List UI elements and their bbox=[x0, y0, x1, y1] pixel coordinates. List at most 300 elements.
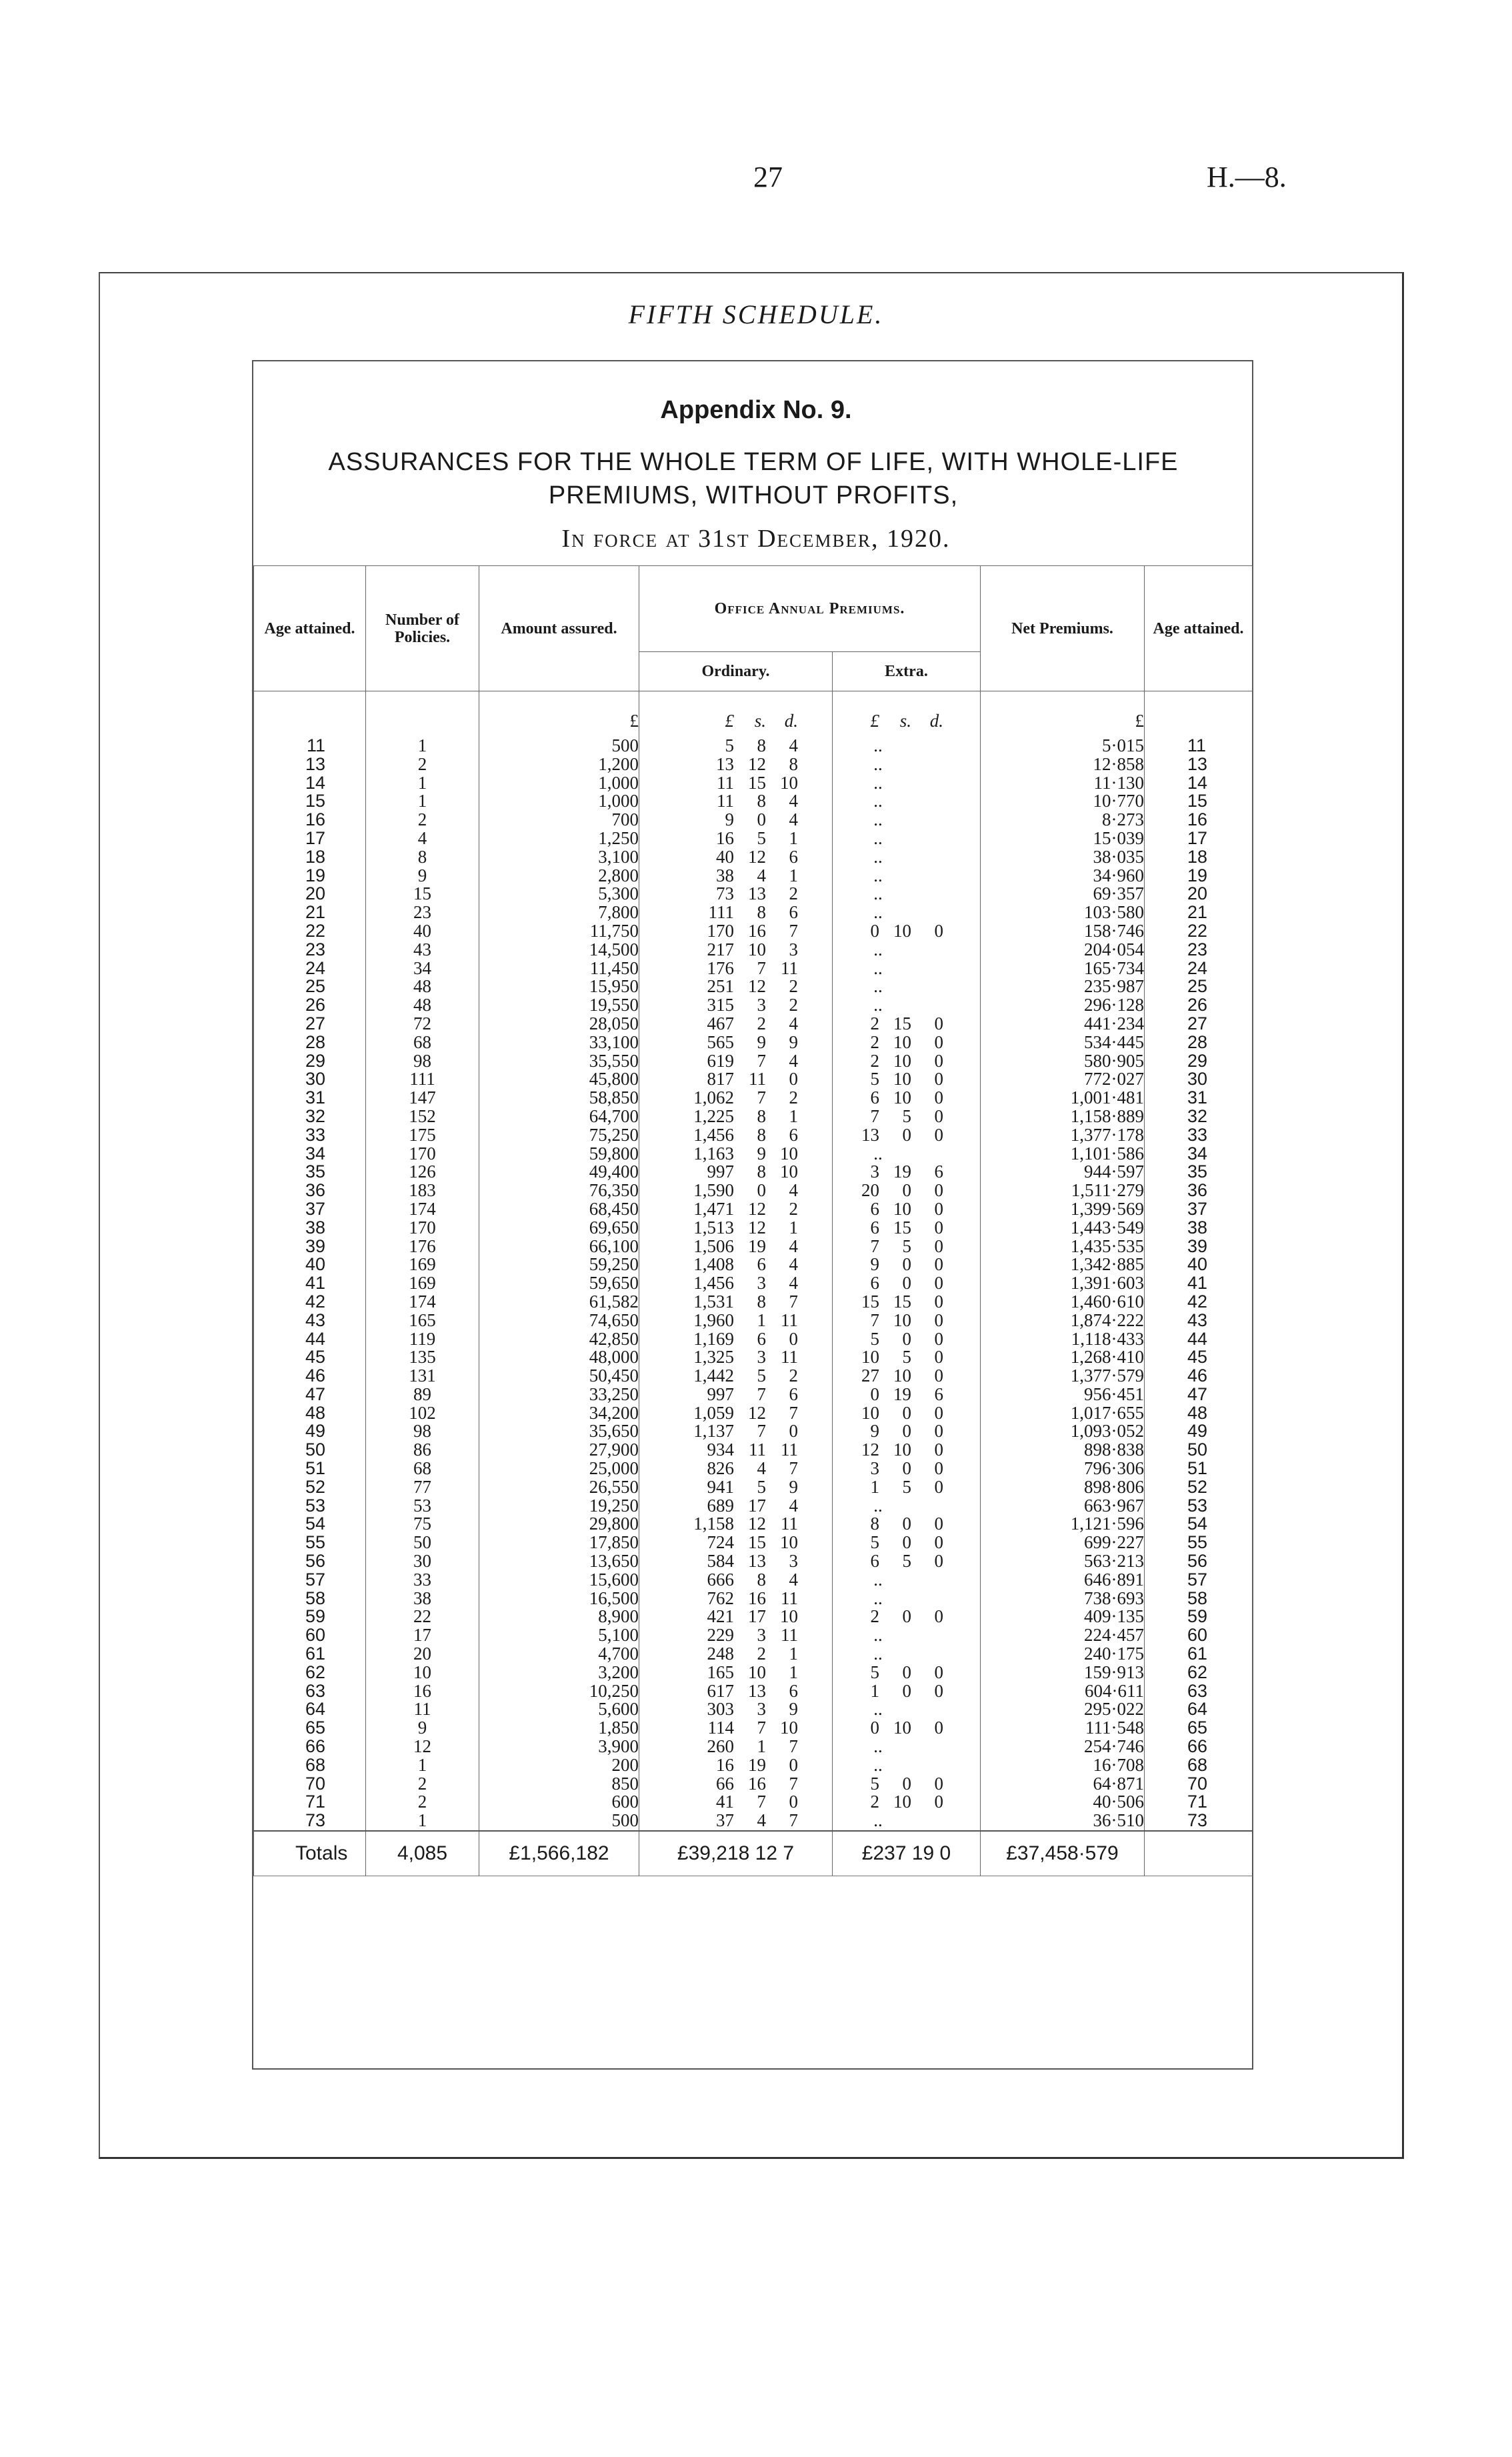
ordinary-pence: 0 bbox=[789, 1793, 798, 1812]
extra-premium-cell bbox=[833, 1386, 981, 1404]
age-cell: 38 bbox=[254, 1219, 366, 1238]
policies-cell: 183 bbox=[366, 1181, 479, 1200]
amount-cell: 17,850 bbox=[479, 1534, 639, 1552]
table-row bbox=[254, 848, 1253, 867]
in-force-date: In force at 31st December, 1920. bbox=[561, 525, 951, 553]
extra-premium-cell bbox=[833, 1719, 981, 1738]
blank-marker: .. bbox=[873, 811, 883, 829]
ordinary-pence: 7 bbox=[789, 1292, 798, 1312]
extra-pence: 0 bbox=[934, 1663, 943, 1682]
net-premium-cell: 16·708 bbox=[981, 1756, 1145, 1775]
age-cell: 44 bbox=[254, 1330, 366, 1349]
ordinary-premium-cell bbox=[639, 737, 833, 755]
extra-premium-cell bbox=[833, 1293, 981, 1312]
ordinary-shillings: 7 bbox=[757, 1793, 766, 1812]
age-cell-right: 40 bbox=[1145, 1256, 1253, 1274]
header-office-annual-premiums: Office Annual Premiums. bbox=[639, 566, 981, 652]
extra-pounds: 20 bbox=[861, 1181, 879, 1200]
unit-extra-shillings: s. bbox=[899, 711, 911, 731]
ordinary-pounds: 421 bbox=[707, 1608, 734, 1627]
extra-premium-cell bbox=[833, 1626, 981, 1645]
extra-premium-cell bbox=[833, 1645, 981, 1664]
ordinary-premium-cell bbox=[639, 1515, 833, 1534]
ordinary-pounds: 111 bbox=[708, 903, 734, 922]
age-cell-right: 37 bbox=[1145, 1200, 1253, 1219]
extra-pence: 0 bbox=[934, 1478, 943, 1497]
ordinary-shillings: 7 bbox=[757, 1385, 766, 1404]
header-extra: Extra. bbox=[833, 652, 981, 691]
ordinary-pence: 11 bbox=[781, 1348, 798, 1368]
ordinary-pence: 4 bbox=[789, 1256, 798, 1275]
amount-cell: 7,800 bbox=[479, 903, 639, 922]
ordinary-pence: 10 bbox=[780, 1163, 798, 1182]
ordinary-shillings: 7 bbox=[757, 959, 766, 978]
table-row bbox=[254, 1700, 1253, 1719]
ordinary-pence: 4 bbox=[789, 1570, 798, 1590]
ordinary-pence: 4 bbox=[789, 1496, 798, 1516]
amount-cell: 500 bbox=[479, 1812, 639, 1831]
ordinary-pounds: 11 bbox=[717, 792, 734, 811]
age-cell-right: 14 bbox=[1145, 774, 1253, 793]
ordinary-pence: 1 bbox=[789, 1107, 798, 1126]
ordinary-pounds: 1,506 bbox=[693, 1237, 734, 1256]
amount-cell: 27,900 bbox=[479, 1441, 639, 1460]
ordinary-premium-cell bbox=[639, 1608, 833, 1626]
ordinary-shillings: 16 bbox=[748, 1589, 766, 1608]
totals-extra: £237 19 0 bbox=[833, 1831, 981, 1876]
extra-premium-cell bbox=[833, 811, 981, 829]
table-row bbox=[254, 1274, 1253, 1293]
ordinary-shillings: 9 bbox=[757, 1144, 766, 1163]
ordinary-shillings: 8 bbox=[757, 1163, 766, 1182]
age-cell-right: 27 bbox=[1145, 1015, 1253, 1033]
net-premium-cell: 296·128 bbox=[981, 996, 1145, 1015]
extra-premium-cell bbox=[833, 996, 981, 1015]
age-cell: 45 bbox=[254, 1348, 366, 1367]
table-row bbox=[254, 1293, 1253, 1312]
ordinary-pounds: 997 bbox=[707, 1385, 734, 1404]
extra-pence: 0 bbox=[934, 1237, 943, 1256]
net-premium-cell: 204·054 bbox=[981, 941, 1145, 959]
ordinary-pounds: 13 bbox=[716, 755, 734, 774]
extra-pence: 0 bbox=[934, 1348, 943, 1368]
table-row bbox=[254, 1052, 1253, 1071]
ordinary-premium-cell bbox=[639, 1145, 833, 1163]
age-cell: 46 bbox=[254, 1367, 366, 1386]
ordinary-shillings: 3 bbox=[757, 1348, 766, 1368]
ordinary-premium-cell bbox=[639, 1478, 833, 1497]
ordinary-pounds: 1,456 bbox=[693, 1274, 734, 1293]
ordinary-pounds: 1,456 bbox=[693, 1125, 734, 1145]
ordinary-pounds: 619 bbox=[707, 1051, 734, 1071]
age-cell: 25 bbox=[254, 977, 366, 996]
ordinary-pence: 10 bbox=[780, 773, 798, 793]
ordinary-shillings: 1 bbox=[757, 1738, 766, 1756]
ordinary-pounds: 467 bbox=[707, 1014, 734, 1033]
amount-cell: 64,700 bbox=[479, 1107, 639, 1126]
age-cell: 48 bbox=[254, 1404, 366, 1423]
ordinary-shillings: 16 bbox=[748, 1774, 766, 1794]
totals-net: £37,458·579 bbox=[981, 1831, 1145, 1876]
table-row bbox=[254, 1793, 1253, 1812]
net-premium-cell: 235·987 bbox=[981, 977, 1145, 996]
amount-cell: 19,250 bbox=[479, 1497, 639, 1516]
ordinary-shillings: 0 bbox=[757, 1181, 766, 1200]
extra-premium-cell bbox=[833, 1367, 981, 1386]
extra-pounds: 9 bbox=[870, 1422, 879, 1442]
table-row bbox=[254, 1626, 1253, 1645]
amount-cell: 45,800 bbox=[479, 1070, 639, 1089]
extra-pounds: 6 bbox=[870, 1552, 879, 1571]
extra-shillings: 10 bbox=[893, 1089, 911, 1107]
age-cell: 60 bbox=[254, 1626, 366, 1645]
ordinary-pounds: 176 bbox=[707, 959, 734, 978]
ordinary-pence: 1 bbox=[789, 1663, 798, 1682]
extra-pence: 0 bbox=[934, 1515, 943, 1534]
amount-cell: 1,200 bbox=[479, 755, 639, 774]
table-row bbox=[254, 1422, 1253, 1441]
net-premium-cell: 254·746 bbox=[981, 1738, 1145, 1756]
ordinary-pounds: 9 bbox=[725, 811, 734, 829]
age-cell: 32 bbox=[254, 1107, 366, 1126]
extra-pence: 0 bbox=[934, 1181, 943, 1200]
extra-pence: 0 bbox=[934, 1682, 943, 1701]
net-premium-cell: 15·039 bbox=[981, 829, 1145, 848]
amount-cell: 66,100 bbox=[479, 1238, 639, 1256]
policies-cell: 98 bbox=[366, 1422, 479, 1441]
net-premium-cell: 12·858 bbox=[981, 755, 1145, 774]
extra-pence: 0 bbox=[934, 1125, 943, 1145]
age-cell: 26 bbox=[254, 996, 366, 1015]
ordinary-shillings: 5 bbox=[757, 1367, 766, 1386]
totals-amount: £1,566,182 bbox=[479, 1831, 639, 1876]
age-cell: 55 bbox=[254, 1534, 366, 1552]
amount-cell: 42,850 bbox=[479, 1330, 639, 1349]
extra-pence: 0 bbox=[934, 1256, 943, 1275]
schedule-title: FIFTH SCHEDULE. bbox=[628, 299, 884, 329]
extra-pounds: 5 bbox=[870, 1534, 879, 1553]
policies-cell: 4 bbox=[366, 829, 479, 848]
extra-pence: 0 bbox=[934, 1422, 943, 1442]
ordinary-pounds: 303 bbox=[707, 1700, 734, 1720]
table-row bbox=[254, 1386, 1253, 1404]
ordinary-pence: 2 bbox=[789, 1367, 798, 1386]
ordinary-pence: 9 bbox=[789, 1478, 798, 1497]
net-premium-cell: 956·451 bbox=[981, 1386, 1145, 1404]
unit-pounds: £ bbox=[725, 711, 734, 731]
ordinary-pence: 6 bbox=[789, 1385, 798, 1404]
blank-marker: .. bbox=[873, 1756, 883, 1775]
age-cell-right: 39 bbox=[1145, 1238, 1253, 1256]
ordinary-pounds: 565 bbox=[707, 1033, 734, 1052]
ordinary-pounds: 41 bbox=[716, 1793, 734, 1812]
table-body bbox=[254, 691, 1253, 1832]
ordinary-pence: 3 bbox=[789, 940, 798, 959]
policies-cell: 53 bbox=[366, 1497, 479, 1516]
ordinary-pence: 2 bbox=[789, 1199, 798, 1219]
ordinary-premium-cell bbox=[639, 1775, 833, 1794]
table-row bbox=[254, 1107, 1253, 1126]
age-cell-right: 63 bbox=[1145, 1682, 1253, 1701]
ordinary-shillings: 8 bbox=[757, 792, 766, 811]
age-cell: 13 bbox=[254, 755, 366, 774]
ordinary-shillings: 8 bbox=[757, 737, 766, 755]
policies-cell: 9 bbox=[366, 867, 479, 885]
extra-shillings: 10 bbox=[893, 1311, 911, 1330]
amount-cell: 74,650 bbox=[479, 1312, 639, 1330]
net-premium-cell: 1,342·885 bbox=[981, 1256, 1145, 1274]
policies-cell: 2 bbox=[366, 811, 479, 829]
policies-cell: 10 bbox=[366, 1664, 479, 1682]
amount-cell: 75,250 bbox=[479, 1126, 639, 1145]
unit-extra-pence: d. bbox=[929, 711, 943, 731]
net-premium-cell: 898·806 bbox=[981, 1478, 1145, 1497]
age-cell: 68 bbox=[254, 1756, 366, 1775]
ordinary-premium-cell bbox=[639, 1571, 833, 1590]
ordinary-premium-cell bbox=[639, 1422, 833, 1441]
ordinary-pounds: 66 bbox=[716, 1774, 734, 1794]
table-row bbox=[254, 1738, 1253, 1756]
extra-premium-cell bbox=[833, 1812, 981, 1831]
age-cell: 20 bbox=[254, 885, 366, 903]
ordinary-shillings: 3 bbox=[757, 1274, 766, 1293]
extra-shillings: 19 bbox=[893, 1385, 911, 1404]
amount-cell: 8,900 bbox=[479, 1608, 639, 1626]
age-cell: 16 bbox=[254, 811, 366, 829]
blank-marker: .. bbox=[873, 1645, 883, 1664]
policies-cell: 72 bbox=[366, 1015, 479, 1033]
ordinary-premium-cell bbox=[639, 848, 833, 867]
age-cell: 31 bbox=[254, 1089, 366, 1107]
ordinary-premium-cell bbox=[639, 811, 833, 829]
age-cell: 53 bbox=[254, 1497, 366, 1516]
ordinary-pounds: 5 bbox=[725, 737, 734, 755]
age-cell: 17 bbox=[254, 829, 366, 848]
age-cell-right: 46 bbox=[1145, 1367, 1253, 1386]
net-premium-cell: 69·357 bbox=[981, 885, 1145, 903]
age-cell-right: 66 bbox=[1145, 1738, 1253, 1756]
extra-pence: 0 bbox=[934, 1330, 943, 1349]
amount-cell: 500 bbox=[479, 737, 639, 755]
table-row bbox=[254, 1590, 1253, 1608]
ordinary-pence: 8 bbox=[789, 755, 798, 774]
age-cell: 62 bbox=[254, 1664, 366, 1682]
table-title-line-1: ASSURANCES FOR THE WHOLE TERM OF LIFE, WITH WHOLE-LIFE bbox=[328, 448, 1179, 476]
policies-cell: 165 bbox=[366, 1312, 479, 1330]
ordinary-premium-cell bbox=[639, 1719, 833, 1738]
extra-shillings: 15 bbox=[893, 1014, 911, 1033]
blank-marker: .. bbox=[873, 1738, 883, 1756]
ordinary-pence: 7 bbox=[789, 921, 798, 941]
amount-cell: 35,650 bbox=[479, 1422, 639, 1441]
amount-cell: 700 bbox=[479, 811, 639, 829]
amount-cell: 1,000 bbox=[479, 774, 639, 793]
blank-marker: .. bbox=[873, 1589, 883, 1608]
extra-pence: 6 bbox=[934, 1163, 943, 1182]
extra-pounds: 13 bbox=[861, 1125, 879, 1145]
age-cell-right: 53 bbox=[1145, 1497, 1253, 1516]
totals-row bbox=[254, 1831, 1253, 1876]
table-row bbox=[254, 1571, 1253, 1590]
extra-premium-cell bbox=[833, 941, 981, 959]
ordinary-premium-cell bbox=[639, 1793, 833, 1812]
net-premium-cell: 165·734 bbox=[981, 959, 1145, 978]
ordinary-premium-cell bbox=[639, 941, 833, 959]
net-premium-cell: 663·967 bbox=[981, 1497, 1145, 1516]
ordinary-premium-cell bbox=[639, 1756, 833, 1775]
blank-marker: .. bbox=[873, 773, 883, 793]
ordinary-pounds: 1,408 bbox=[693, 1256, 734, 1275]
ordinary-pence: 0 bbox=[789, 1070, 798, 1089]
extra-premium-cell bbox=[833, 848, 981, 867]
table-row bbox=[254, 1238, 1253, 1256]
ordinary-pounds: 617 bbox=[707, 1682, 734, 1701]
table-row bbox=[254, 1812, 1253, 1831]
ordinary-pounds: 248 bbox=[707, 1645, 734, 1664]
extra-pounds: 7 bbox=[870, 1107, 879, 1126]
ordinary-shillings: 17 bbox=[748, 1608, 766, 1627]
ordinary-shillings: 17 bbox=[748, 1496, 766, 1516]
ordinary-pounds: 1,225 bbox=[693, 1107, 734, 1126]
extra-shillings: 5 bbox=[902, 1552, 911, 1571]
extra-pounds: 5 bbox=[870, 1663, 879, 1682]
policies-cell: 43 bbox=[366, 941, 479, 959]
policies-cell: 147 bbox=[366, 1089, 479, 1107]
age-cell: 37 bbox=[254, 1200, 366, 1219]
amount-cell: 3,900 bbox=[479, 1738, 639, 1756]
table-row bbox=[254, 1719, 1253, 1738]
ordinary-pounds: 817 bbox=[707, 1070, 734, 1089]
amount-cell: 49,400 bbox=[479, 1163, 639, 1181]
age-cell-right: 11 bbox=[1145, 737, 1253, 755]
age-cell: 15 bbox=[254, 792, 366, 811]
extra-shillings: 0 bbox=[902, 1774, 911, 1794]
amount-cell: 35,550 bbox=[479, 1052, 639, 1071]
age-cell-right: 26 bbox=[1145, 996, 1253, 1015]
ordinary-pence: 4 bbox=[789, 792, 798, 811]
extra-pence: 0 bbox=[934, 1719, 943, 1738]
ordinary-pounds: 1,169 bbox=[693, 1330, 734, 1349]
extra-pence: 0 bbox=[934, 1199, 943, 1219]
ordinary-pence: 4 bbox=[789, 1051, 798, 1071]
policies-cell: 8 bbox=[366, 848, 479, 867]
net-premium-cell: 1,443·549 bbox=[981, 1219, 1145, 1238]
amount-cell: 5,300 bbox=[479, 885, 639, 903]
policies-cell: 1 bbox=[366, 792, 479, 811]
table-row bbox=[254, 774, 1253, 793]
table-row bbox=[254, 903, 1253, 922]
net-premium-cell: 224·457 bbox=[981, 1626, 1145, 1645]
ordinary-shillings: 7 bbox=[757, 1422, 766, 1442]
net-premium-cell: 10·770 bbox=[981, 792, 1145, 811]
blank-marker: .. bbox=[873, 1144, 883, 1163]
policies-cell: 176 bbox=[366, 1238, 479, 1256]
ordinary-pounds: 1,960 bbox=[693, 1311, 734, 1330]
ordinary-pence: 4 bbox=[789, 1014, 798, 1033]
age-cell: 30 bbox=[254, 1070, 366, 1089]
extra-shillings: 10 bbox=[893, 1719, 911, 1738]
extra-premium-cell bbox=[833, 1422, 981, 1441]
extra-premium-cell bbox=[833, 1478, 981, 1497]
ordinary-shillings: 8 bbox=[757, 903, 766, 922]
table-row bbox=[254, 885, 1253, 903]
ordinary-pounds: 1,513 bbox=[693, 1218, 734, 1238]
net-premium-cell: 772·027 bbox=[981, 1070, 1145, 1089]
age-cell: 63 bbox=[254, 1682, 366, 1701]
ordinary-shillings: 12 bbox=[748, 755, 766, 774]
extra-shillings: 19 bbox=[893, 1163, 911, 1182]
amount-cell: 19,550 bbox=[479, 996, 639, 1015]
amount-cell: 2,800 bbox=[479, 867, 639, 885]
extra-premium-cell bbox=[833, 1126, 981, 1145]
ordinary-pounds: 1,471 bbox=[693, 1199, 734, 1219]
net-premium-cell: 1,101·586 bbox=[981, 1145, 1145, 1163]
blank-marker: .. bbox=[873, 996, 883, 1015]
extra-pounds: 5 bbox=[870, 1070, 879, 1089]
amount-cell: 11,750 bbox=[479, 922, 639, 941]
policies-cell: 1 bbox=[366, 774, 479, 793]
policies-cell: 68 bbox=[366, 1460, 479, 1478]
ordinary-shillings: 8 bbox=[757, 1570, 766, 1590]
amount-cell: 4,700 bbox=[479, 1645, 639, 1664]
ordinary-shillings: 8 bbox=[757, 1125, 766, 1145]
unit-amount: £ bbox=[479, 691, 639, 737]
extra-premium-cell bbox=[833, 1664, 981, 1682]
extra-shillings: 0 bbox=[902, 1608, 911, 1627]
table-row bbox=[254, 1478, 1253, 1497]
ordinary-premium-cell bbox=[639, 1126, 833, 1145]
amount-cell: 5,100 bbox=[479, 1626, 639, 1645]
unit-shillings: s. bbox=[754, 711, 766, 731]
ordinary-premium-cell bbox=[639, 1626, 833, 1645]
age-cell-right: 24 bbox=[1145, 959, 1253, 978]
net-premium-cell: 111·548 bbox=[981, 1719, 1145, 1738]
table-row bbox=[254, 1145, 1253, 1163]
ordinary-premium-cell bbox=[639, 885, 833, 903]
ordinary-shillings: 12 bbox=[748, 977, 766, 997]
table-row bbox=[254, 1756, 1253, 1775]
policies-cell: 2 bbox=[366, 1793, 479, 1812]
ordinary-premium-cell bbox=[639, 1089, 833, 1107]
ordinary-pence: 11 bbox=[781, 959, 798, 978]
table-row bbox=[254, 811, 1253, 829]
ordinary-pounds: 666 bbox=[707, 1570, 734, 1590]
ordinary-shillings: 2 bbox=[757, 1645, 766, 1664]
net-premium-cell: 1,874·222 bbox=[981, 1312, 1145, 1330]
extra-premium-cell bbox=[833, 1219, 981, 1238]
policies-cell: 77 bbox=[366, 1478, 479, 1497]
ordinary-pounds: 1,590 bbox=[693, 1181, 734, 1200]
ordinary-pence: 6 bbox=[789, 1125, 798, 1145]
ordinary-shillings: 12 bbox=[748, 1218, 766, 1238]
policies-cell: 33 bbox=[366, 1571, 479, 1590]
extra-pence: 0 bbox=[934, 1774, 943, 1794]
header-age-attained-right: Age attained. bbox=[1145, 566, 1253, 691]
age-cell-right: 42 bbox=[1145, 1293, 1253, 1312]
age-cell-right: 73 bbox=[1145, 1812, 1253, 1831]
table-row bbox=[254, 1033, 1253, 1052]
ordinary-pounds: 114 bbox=[707, 1719, 734, 1738]
ordinary-premium-cell bbox=[639, 1052, 833, 1071]
ordinary-pence: 7 bbox=[789, 1774, 798, 1794]
units-row bbox=[254, 691, 1253, 737]
age-cell: 50 bbox=[254, 1441, 366, 1460]
blank-marker: .. bbox=[873, 1812, 883, 1831]
ordinary-pounds: 165 bbox=[707, 1663, 734, 1682]
age-cell-right: 19 bbox=[1145, 867, 1253, 885]
ordinary-premium-cell bbox=[639, 1200, 833, 1219]
table-row bbox=[254, 1441, 1253, 1460]
